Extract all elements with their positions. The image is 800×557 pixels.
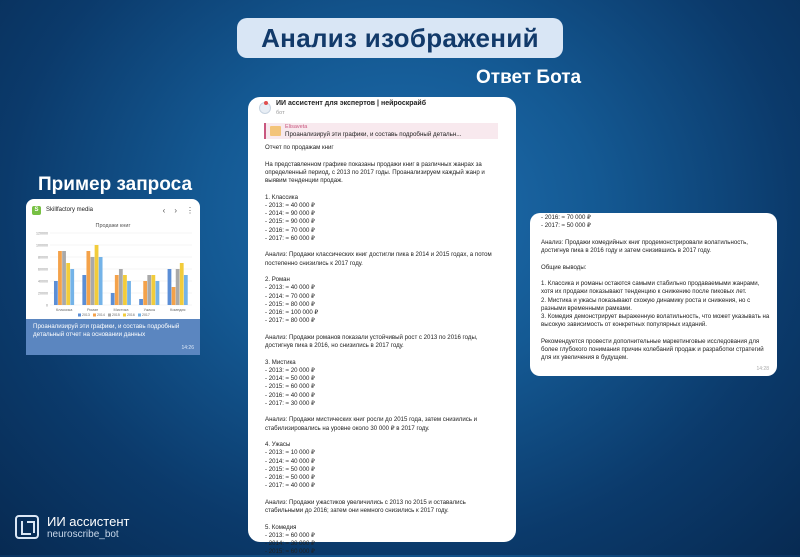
request-message-text: Проанализируй эти графики, и составь подробный детальный отчет на основании данных bbox=[33, 323, 180, 338]
title-banner bbox=[237, 18, 563, 58]
y-tick-label: 0 bbox=[46, 303, 48, 308]
answer-line bbox=[265, 243, 505, 251]
answer-line: - 2016: ≈ 70 000 ₽ bbox=[265, 226, 315, 234]
answer-line: 5. Комедия bbox=[265, 523, 297, 531]
brand-handle: neuroscribe_bot bbox=[47, 529, 119, 540]
answer-line: - 2017: ≈ 80 000 ₽ bbox=[265, 317, 315, 325]
answer-line: - 2013: ≈ 10 000 ₽ bbox=[265, 449, 315, 457]
answer-line: Анализ: Продажи романов показали устойчивый рост с 2013 по 2016 годы, достигнув пика в 2016, но снизились в 2017 году. bbox=[265, 333, 480, 349]
answer-line: - 2016: ≈ 50 000 ₽ bbox=[265, 474, 315, 481]
legend-swatch bbox=[78, 314, 81, 317]
legend-swatch bbox=[138, 314, 141, 317]
continuation-line bbox=[541, 255, 771, 263]
bar bbox=[172, 287, 176, 305]
bar bbox=[119, 269, 123, 305]
x-tick-label: Ужасы bbox=[143, 308, 156, 312]
app-logo-icon: S bbox=[32, 206, 41, 215]
bar bbox=[151, 275, 155, 305]
y-tick-label: 60000 bbox=[38, 267, 48, 272]
answer-line bbox=[265, 408, 505, 416]
bar bbox=[111, 293, 115, 305]
continuation-line: Общие выводы: bbox=[541, 263, 587, 271]
reply-author: Elisaveta bbox=[285, 124, 308, 130]
continuation-line: 1. Классика и романы остаются самыми стабильно продаваемыми жанрами, хотя их продажи показывают тенденцию к снижению после пиковых лет. bbox=[541, 280, 762, 296]
bar bbox=[95, 245, 99, 305]
answer-line: - 2015: ≈ 80 000 ₽ bbox=[265, 300, 315, 308]
answer-line: - 2015: ≈ 50 000 ₽ bbox=[265, 465, 315, 473]
answer-line: - 2013: ≈ 60 000 ₽ bbox=[265, 531, 315, 539]
y-tick-label: 120000 bbox=[36, 231, 48, 236]
answer-line: - 2014: ≈ 50 000 ₽ bbox=[265, 375, 315, 382]
request-example-label: Пример запроса bbox=[38, 174, 193, 195]
request-screenshot-card bbox=[26, 199, 200, 355]
bar bbox=[147, 275, 151, 305]
answer-line: Анализ: Продажи ужастиков увеличились с 2013 по 2015 и оставались стабильными до 2016; затем они немного снизились к 2017 году. bbox=[265, 498, 468, 514]
bar bbox=[115, 275, 119, 305]
app-name: Skillfactory media bbox=[46, 207, 94, 213]
brand-name: ИИ ассистент bbox=[47, 514, 130, 529]
legend-label: 2017 bbox=[142, 313, 150, 317]
bar bbox=[168, 269, 172, 305]
answer-line: - 2015: ≈ 60 000 ₽ bbox=[265, 548, 315, 556]
more-icon[interactable]: ⋮ bbox=[186, 205, 194, 215]
y-tick-label: 80000 bbox=[38, 255, 48, 260]
chart-title: Продажи книг bbox=[95, 223, 131, 229]
legend-swatch bbox=[123, 314, 126, 317]
brand-logo-icon bbox=[15, 515, 39, 539]
continuation-line: 2. Мистика и ужасы показывают схожую динамику роста и снижения, но с разными временными рамками. bbox=[541, 296, 752, 312]
bot-subtitle: бот bbox=[276, 110, 285, 116]
answer-line: На представленном графике показаны продажи книг в различных жанрах за определенный период, с 2013 по 2017 годы. Проанализируем каждый жанр и выявим тенденции продаж. bbox=[265, 160, 487, 184]
answer-line: - 2016: ≈ 40 000 ₽ bbox=[265, 391, 315, 399]
brand-text bbox=[47, 514, 129, 540]
bar bbox=[54, 281, 58, 305]
legend-label: 2015 bbox=[112, 313, 120, 317]
answer-line: - 2014: ≈ 40 000 ₽ bbox=[265, 457, 315, 465]
bar-chart bbox=[26, 221, 200, 319]
message-time: 14:28 bbox=[756, 366, 769, 372]
answer-line bbox=[265, 152, 505, 160]
bar bbox=[70, 269, 74, 305]
answer-line: 1. Классика bbox=[265, 193, 298, 201]
request-message-time: 14:26 bbox=[181, 345, 194, 351]
request-app-bar bbox=[26, 199, 200, 222]
bar bbox=[86, 251, 90, 305]
brand-block bbox=[15, 514, 129, 540]
answer-text bbox=[265, 144, 505, 557]
answer-line: - 2017: ≈ 40 000 ₽ bbox=[265, 482, 315, 490]
answer-line: - 2015: ≈ 60 000 ₽ bbox=[265, 383, 315, 391]
answer-line bbox=[265, 491, 505, 499]
legend-swatch bbox=[108, 314, 111, 317]
answer-line: - 2015: ≈ 90 000 ₽ bbox=[265, 218, 315, 226]
app-nav bbox=[163, 206, 194, 215]
answer-line: - 2014: ≈ 70 000 ₽ bbox=[265, 292, 315, 300]
continuation-line bbox=[541, 272, 771, 280]
y-tick-label: 100000 bbox=[36, 243, 48, 248]
y-tick-label: 40000 bbox=[38, 279, 48, 284]
answer-line: Анализ: Продажи мистических книг росли до 2015 года, затем снизились и стабилизировались на уровне около 30 000 ₽ в 2017 году. bbox=[265, 416, 479, 432]
answer-line: - 2013: ≈ 40 000 ₽ bbox=[265, 201, 315, 209]
legend-label: 2016 bbox=[127, 313, 135, 317]
answer-line bbox=[265, 515, 505, 523]
bot-answer-continuation-card bbox=[530, 213, 777, 376]
bot-answer-label: Ответ Бота bbox=[476, 67, 582, 88]
y-tick-label: 20000 bbox=[38, 291, 48, 296]
answer-line: 3. Мистика bbox=[265, 358, 296, 366]
bar bbox=[58, 251, 62, 305]
request-message bbox=[26, 319, 200, 355]
bar bbox=[127, 281, 131, 305]
answer-line: - 2017: ≈ 30 000 ₽ bbox=[265, 399, 315, 407]
continuation-line: Рекомендуется провести дополнительные маркетинговые исследования для более глубокого понимания причин колебаний продаж и разработки стратегий для их увеличения в будущем. bbox=[541, 337, 766, 362]
answer-line: - 2016: ≈ 100 000 ₽ bbox=[265, 309, 319, 316]
answer-line: - 2014: ≈ 30 000 ₽ bbox=[265, 540, 315, 547]
bar bbox=[143, 281, 147, 305]
legend-label: 2014 bbox=[97, 313, 105, 317]
continuation-line bbox=[541, 231, 771, 239]
answer-line bbox=[265, 326, 505, 334]
x-tick-label: Мистика bbox=[113, 308, 129, 312]
continuation-line: 3. Комедия демонстрирует выраженную волатильность, что может указывать на высокую зависимость от конкретных популярных изданий. bbox=[541, 313, 771, 329]
reply-thumbnail bbox=[270, 126, 281, 136]
answer-line: - 2014: ≈ 90 000 ₽ bbox=[265, 210, 315, 217]
bot-avatar[interactable] bbox=[259, 102, 271, 114]
answer-line bbox=[265, 185, 505, 193]
bar bbox=[139, 299, 143, 305]
answer-line: Отчет по продажам книг bbox=[265, 144, 334, 151]
answer-line: - 2017: ≈ 60 000 ₽ bbox=[265, 234, 315, 242]
bar bbox=[180, 263, 184, 305]
bot-header bbox=[248, 97, 516, 121]
bar bbox=[99, 257, 103, 305]
bar bbox=[123, 275, 127, 305]
bar bbox=[62, 251, 66, 305]
bot-answer-card bbox=[248, 97, 516, 556]
answer-line bbox=[265, 268, 505, 276]
answer-line bbox=[265, 433, 505, 441]
answer-line: 4. Ужасы bbox=[265, 441, 291, 448]
x-tick-label: Роман bbox=[86, 308, 99, 312]
x-tick-label: Комедия bbox=[170, 308, 186, 312]
bar bbox=[91, 257, 95, 305]
reply-quote[interactable] bbox=[264, 123, 498, 139]
answer-line: 2. Роман bbox=[265, 276, 290, 283]
legend-label: 2013 bbox=[82, 313, 90, 317]
bar bbox=[82, 275, 86, 305]
continuation-line: - 2017: ≈ 50 000 ₽ bbox=[541, 222, 591, 230]
back-icon[interactable]: ‹ bbox=[162, 205, 166, 215]
bar bbox=[66, 263, 70, 305]
page-title: Анализ изображений bbox=[261, 22, 539, 53]
reply-text: Проанализируй эти графики, и составь подробный детальн... bbox=[285, 131, 462, 138]
answer-line: - 2013: ≈ 20 000 ₽ bbox=[265, 366, 315, 374]
continuation-line: - 2016: ≈ 70 000 ₽ bbox=[541, 214, 591, 221]
continuation-line bbox=[541, 330, 771, 338]
x-tick-label: Классика bbox=[56, 308, 73, 312]
answer-line bbox=[265, 350, 505, 358]
forward-icon[interactable]: › bbox=[174, 205, 177, 215]
answer-line: Анализ: Продажи классических книг достигли пика в 2014 и 2015 годах, а потом постепенно снизились к 2017 году. bbox=[265, 251, 494, 267]
bot-name: ИИ ассистент для экспертов | нейроскрайб bbox=[276, 100, 427, 107]
answer-line: - 2013: ≈ 40 000 ₽ bbox=[265, 284, 315, 292]
chart-area bbox=[26, 221, 200, 319]
continuation-text bbox=[541, 214, 771, 363]
legend-swatch bbox=[93, 314, 96, 317]
bar bbox=[176, 269, 180, 305]
continuation-line: Анализ: Продажи комедийных книг продемонстрировали волатильность, достигнув пика в 2016 году и затем снизившись в 2017 году. bbox=[541, 238, 750, 254]
bar bbox=[156, 281, 160, 305]
bar bbox=[184, 275, 188, 305]
